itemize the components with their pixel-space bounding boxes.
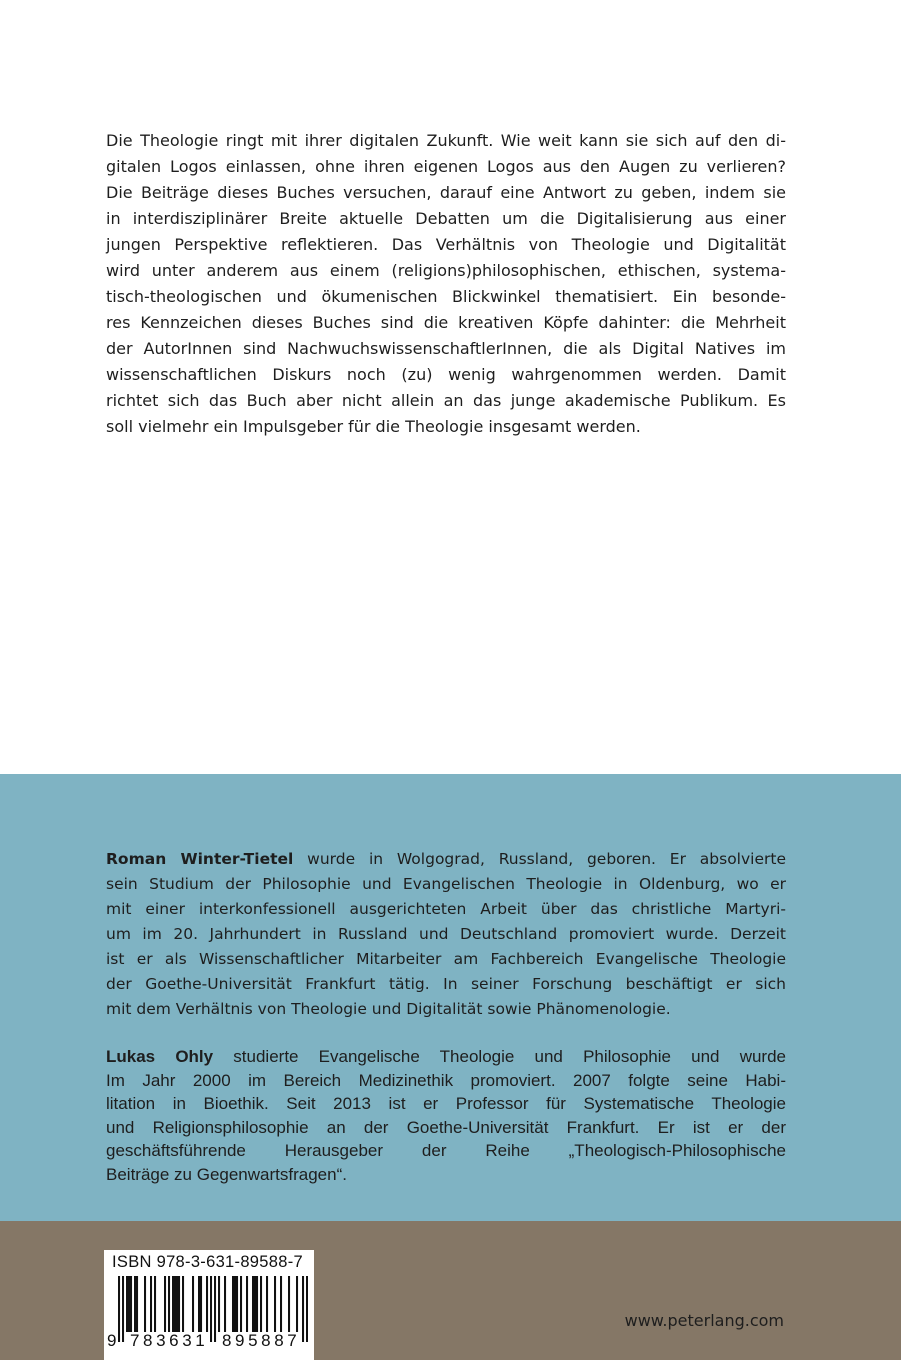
bio-text: studierte Evangelische Theologie und Philosophie und wurde — [233, 1047, 786, 1066]
barcode-bar — [206, 1276, 208, 1332]
barcode-bar — [192, 1276, 194, 1332]
barcode-bar — [260, 1276, 262, 1332]
blurb-line: Die Beiträge dieses Buches versuchen, darauf eine Antwort zu geben, indem sie — [106, 183, 786, 202]
blurb-line: Die Theologie ringt mit ihrer digitalen Zukunft. Wie weit kann sie sich auf den di- — [106, 131, 786, 150]
isbn-barcode — [104, 1250, 314, 1360]
blurb-line: soll vielmehr ein Impulsgeber für die Theologie insgesamt werden. — [106, 417, 641, 436]
blurb-line: wird unter anderem aus einem (religions)philosophischen, ethischen, systema- — [106, 261, 786, 280]
barcode-bar — [136, 1276, 138, 1332]
barcode-bar — [126, 1276, 128, 1332]
barcode-bar — [130, 1276, 132, 1332]
barcode-bar — [134, 1276, 136, 1332]
barcode-bar — [182, 1276, 184, 1332]
bio-line: sein Studium der Philosophie und Evangelischen Theologie in Oldenburg, wo er — [106, 875, 786, 893]
barcode-bar — [218, 1276, 220, 1332]
barcode-bar — [280, 1276, 282, 1332]
barcode-bar — [176, 1276, 178, 1332]
bio-line: der Goethe-Universität Frankfurt tätig. In seiner Forschung beschäftigt er sich — [106, 975, 786, 993]
bio-line: mit einer interkonfessionell ausgerichteten Arbeit über das christliche Martyri- — [106, 900, 786, 918]
author-name: Roman Winter-Tietel — [106, 850, 294, 868]
blurb-line: in interdisziplinärer Breite aktuelle Debatten um die Digitalisierung aus einer — [106, 209, 786, 228]
barcode-bar — [154, 1276, 156, 1332]
barcode-bar — [168, 1276, 170, 1332]
barcode-bar — [252, 1276, 254, 1332]
barcode-bar — [172, 1276, 174, 1332]
blurb-line: der AutorInnen sind NachwuchswissenschaftlerInnen, die als Digital Natives im — [106, 339, 786, 358]
barcode-bar — [174, 1276, 176, 1332]
barcode-bar — [200, 1276, 202, 1332]
barcode-bar — [234, 1276, 236, 1332]
bio-line: Beiträge zu Gegenwartsfragen“. — [106, 1164, 347, 1184]
barcode-bar — [118, 1276, 120, 1342]
bio-line: um im 20. Jahrhundert in Russland und Deutschland promoviert wurde. Derzeit — [106, 925, 786, 943]
barcode-bar — [144, 1276, 146, 1332]
bio-line: ist er als Wissenschaftlicher Mitarbeiter am Fachbereich Evangelische Theologie — [106, 950, 786, 968]
barcode-bar — [150, 1276, 152, 1332]
barcode-bar — [240, 1276, 242, 1332]
barcode-bar — [246, 1276, 248, 1332]
barcode-bar — [214, 1276, 216, 1342]
ean-left-digits: 783631 — [130, 1331, 209, 1350]
bio-line: Im Jahr 2000 im Bereich Medizinethik promoviert. 2007 folgte seine Habi- — [106, 1070, 786, 1090]
barcode-bar — [164, 1276, 166, 1332]
back-cover-blurb — [106, 128, 786, 440]
barcode-bar — [122, 1276, 124, 1342]
barcode-bar — [306, 1276, 308, 1342]
barcode-bar — [256, 1276, 258, 1332]
blurb-line: wissenschaftlichen Diskurs noch (zu) wenig wahrgenommen werden. Damit — [106, 365, 786, 384]
isbn-label: ISBN 978-3-631-89588-7 — [112, 1253, 303, 1271]
barcode-bar — [178, 1276, 180, 1332]
barcode-bar — [236, 1276, 238, 1332]
bio-line — [106, 847, 786, 872]
bio-line: mit dem Verhältnis von Theologie und Digitalität sowie Phänomenologie. — [106, 1000, 671, 1018]
bio-line: und Religionsphilosophie an der Goethe-Universität Frankfurt. Er ist er der — [106, 1117, 786, 1137]
barcode-bar — [274, 1276, 276, 1332]
author-bio-lukas-ohly — [106, 1045, 786, 1186]
bio-line: geschäftsführende Herausgeber der Reihe „Theologisch-Philosophische — [106, 1141, 786, 1160]
ean-first-digit: 9 — [107, 1331, 117, 1350]
ean-right-digits: 895887 — [222, 1331, 301, 1350]
bio-line — [106, 1045, 786, 1069]
blurb-line: tisch-theologischen und ökumenischen Blickwinkel thematisiert. Ein besonde- — [106, 287, 786, 306]
barcode-bar — [254, 1276, 256, 1332]
barcode-bar — [210, 1276, 212, 1342]
publisher-url: www.peterlang.com — [624, 1311, 784, 1330]
barcode-bar — [266, 1276, 268, 1332]
barcode-bar — [288, 1276, 290, 1332]
barcode-bar — [296, 1276, 298, 1332]
barcode-bar — [198, 1276, 200, 1332]
bio-text: wurde in Wolgograd, Russland, geboren. Er absolvierte — [307, 850, 786, 868]
author-bio-roman-winter-tietel — [106, 847, 786, 1022]
bio-line: litation in Bioethik. Seit 2013 ist er Professor für Systematische Theologie — [106, 1094, 786, 1113]
barcode-bar — [232, 1276, 234, 1332]
barcode-bar — [302, 1276, 304, 1342]
blurb-line: gitalen Logos einlassen, ohne ihren eigenen Logos aus den Augen zu verlieren? — [106, 157, 786, 176]
blurb-line: jungen Perspektive reflektieren. Das Verhältnis von Theologie und Digitalität — [106, 235, 786, 254]
author-name: Lukas Ohly — [106, 1047, 214, 1066]
blurb-line: richtet sich das Buch aber nicht allein an das junge akademische Publikum. Es — [106, 391, 786, 410]
barcode-bar — [128, 1276, 130, 1332]
barcode-bar — [224, 1276, 226, 1332]
blurb-line: res Kennzeichen dieses Buches sind die kreativen Köpfe dahinter: die Mehrheit — [106, 313, 786, 332]
